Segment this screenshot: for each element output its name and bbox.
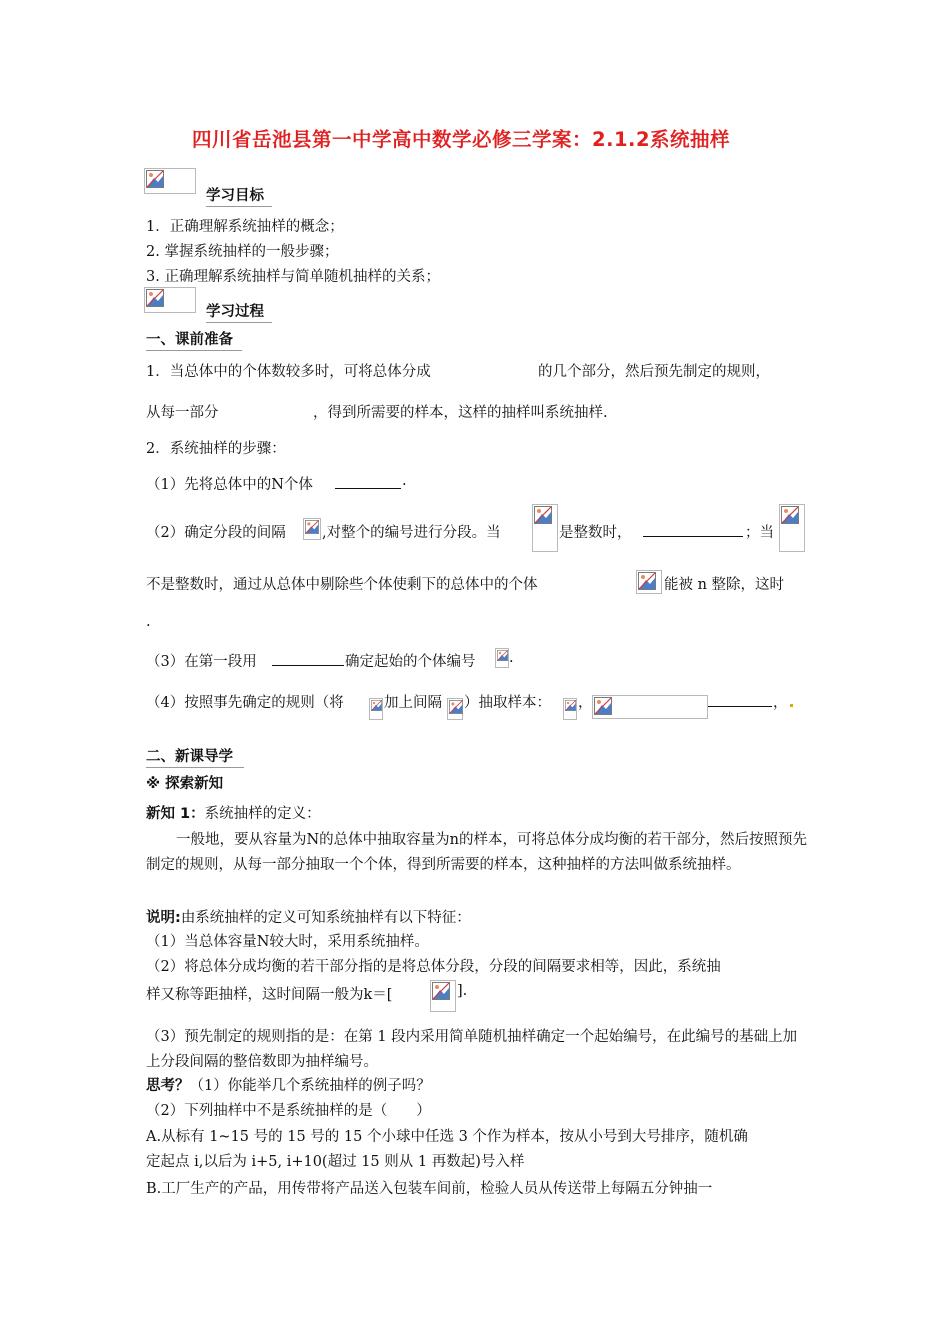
broken-image-icon (638, 572, 656, 590)
broken-image-icon (497, 650, 508, 661)
definition-paragraph: 一般地，要从容量为N的总体中抽取容量为n的样本，可将总体分成均衡的若干部分，然后按照预先制定的规则，从每一部分抽取一个个体，得到所需要的样本，这种抽样的方法叫做系统抽样。 (146, 832, 808, 873)
step2-text-a: （2）确定分段的间隔 (146, 525, 286, 541)
section-icon-image (144, 287, 196, 313)
option-a-line1: A.从标有 1~15 号的 15 号的 15 个小球中任选 3 个作为样本，按从小号到大号排序，随机确 (146, 1129, 748, 1145)
step1-blank (335, 474, 401, 489)
step3-period: . (509, 650, 514, 666)
broken-image-icon (594, 697, 612, 715)
step2-text-c: 是整数时， (559, 525, 632, 541)
step2-text-b: ,对整个的编号进行分段。当 (322, 525, 501, 541)
formula-image (430, 980, 456, 1012)
feature-1: （1）当总体容量N较大时，采用系统抽样。 (146, 934, 429, 950)
step1-period: . (402, 473, 407, 489)
goal-item: 1．正确理解系统抽样的概念； (146, 219, 344, 235)
q1-line1-b: 的几个部分，然后预先制定的规则， (538, 364, 770, 380)
formula-image (369, 698, 383, 720)
note-line (146, 906, 471, 927)
q1-line2-b: ，得到所需要的样本，这样的抽样叫系统抽样. (313, 405, 608, 421)
think-label: 思考？ (146, 1078, 190, 1094)
step1-text: （1）先将总体中的N个体 (146, 477, 313, 493)
new1-text: 系统抽样的定义： (204, 806, 321, 822)
step3-text-a: （3）在第一段用 (146, 654, 257, 670)
new1-label: 新知 1： (146, 806, 205, 822)
broken-image-icon (781, 506, 799, 524)
new1-line (146, 802, 321, 823)
q1-line2-a: 从每一部分 (146, 405, 219, 421)
goal-item: 3. 正确理解系统抽样与简单随机抽样的关系； (146, 269, 440, 285)
dot-mark (790, 704, 793, 707)
section-icon-image (144, 168, 196, 194)
formula-image (303, 518, 321, 540)
step2-period: . (146, 614, 151, 630)
part1-heading: 一、课前准备 (146, 328, 242, 351)
step4-text-b: 加上间隔 (384, 695, 442, 711)
formula-image (779, 504, 805, 552)
step3-blank (272, 651, 344, 666)
option-a-line2: 定起点 i,以后为 i+5, i+10(超过 15 则从 1 再数起)号入样 (146, 1154, 525, 1170)
broken-image-icon (449, 700, 463, 714)
broken-image-icon (146, 170, 164, 188)
step2-text-d: ；当 (745, 525, 774, 541)
part2-heading: 二、新课导学 (146, 745, 244, 768)
formula-image (636, 570, 662, 594)
section-heading-goals: 学习目标 (206, 184, 272, 207)
broken-image-icon (565, 700, 576, 711)
option-b-line1: B.工厂生产的产品，用传带将产品送入包装车间前，检验人员从传送带上每隔五分钟抽一 (146, 1181, 713, 1197)
formula-image (592, 695, 708, 719)
note-text: 由系统抽样的定义可知系统抽样有以下特征： (180, 910, 471, 926)
step3-text-b: 确定起始的个体编号 (345, 654, 476, 670)
note-label: 说明: (146, 910, 181, 926)
step2-text-e: 不是整数时，通过从总体中剔除些个体使剩下的总体中的个体 (146, 577, 538, 593)
broken-image-icon (146, 289, 164, 307)
feature-2c: ]. (457, 983, 468, 999)
step4-text-c: ）抽取样本： (464, 695, 551, 711)
step4-comma-2: ， (773, 695, 788, 711)
formula-image (563, 698, 577, 720)
feature-2b: 样又称等距抽样，这时间隔一般为k＝[ (146, 987, 393, 1003)
think-line (146, 1074, 431, 1095)
feature-2a: （2）将总体分成均衡的若干部分指的是将总体分段，分段的间隔要求相等，因此，系统抽 (146, 959, 721, 975)
step2-blank (643, 522, 743, 537)
broken-image-icon (371, 700, 382, 711)
page-title: 四川省岳池县第一中学高中数学必修三学案：2.1.2系统抽样 (192, 128, 731, 151)
q2-text: 2．系统抽样的步骤： (146, 441, 286, 457)
formula-image (532, 504, 558, 552)
feature-3: （3）预先制定的规则指的是：在第 1 段内采用简单随机抽样确定一个起始编号，在此编号的基础上加上分段间隔的整倍数即为抽样编号。 (146, 1029, 798, 1070)
think-text: （1）你能举几个系统抽样的例子吗？ (189, 1078, 431, 1094)
formula-image (447, 698, 463, 720)
formula-image (495, 648, 509, 668)
goal-item: 2. 掌握系统抽样的一般步骤； (146, 244, 339, 260)
broken-image-icon (534, 506, 552, 524)
q1-line1-a: 1．当总体中的个体数较多时，可将总体分成 (146, 364, 431, 380)
explore-heading: ※ 探索新知 (146, 776, 224, 792)
step2-text-f: 能被 n 整除，这时 (664, 577, 785, 593)
step4-blank (708, 692, 772, 707)
step4-comma: ， (578, 695, 593, 711)
broken-image-icon (432, 982, 450, 1000)
think-2: （2）下列抽样中不是系统抽样的是（ ） (146, 1103, 431, 1119)
section-heading-process: 学习过程 (206, 300, 272, 323)
broken-image-icon (305, 520, 319, 534)
step4-text-a: （4）按照事先确定的规则（将 (146, 695, 344, 711)
